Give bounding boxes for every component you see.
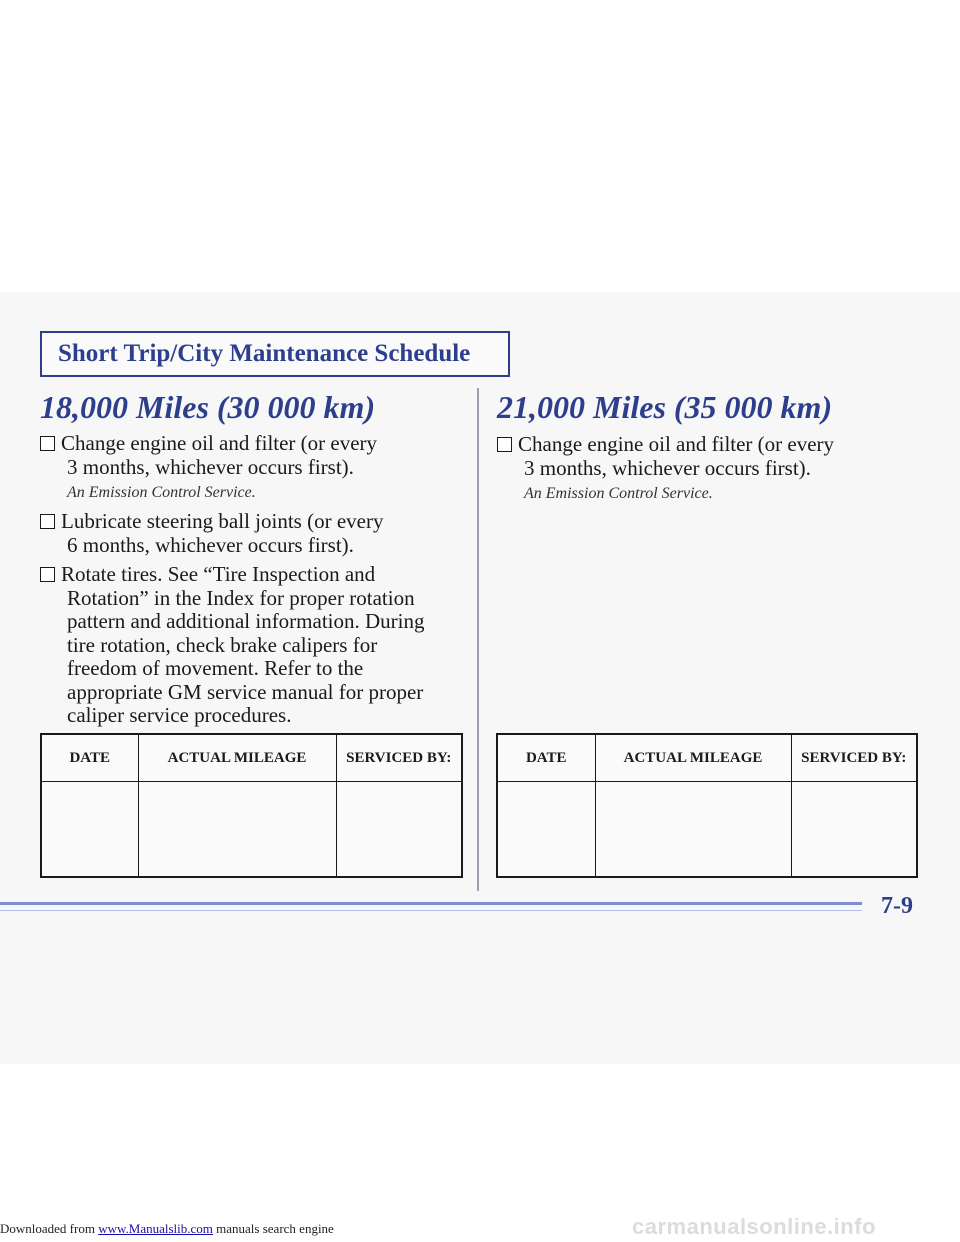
mileage-cell[interactable] <box>595 782 791 878</box>
download-prefix: Downloaded from <box>0 1221 95 1236</box>
item-line: Lubricate steering ball joints (or every <box>40 510 383 534</box>
serviced-by-cell[interactable] <box>791 782 917 878</box>
manualslib-link[interactable]: www.Manualslib.com <box>98 1221 213 1236</box>
download-suffix: manuals search engine <box>216 1221 334 1236</box>
watermark-text: carmanualsonline.info <box>632 1214 876 1239</box>
mileage-heading-21000: 21,000 Miles (35 000 km) <box>497 389 833 425</box>
column-header-serviced-by: SERVICED BY: <box>791 734 917 782</box>
item-line: Change engine oil and filter (or every <box>497 433 834 457</box>
item-line: tire rotation, check brake calipers for <box>67 632 378 657</box>
section-header <box>40 331 510 377</box>
mileage-heading-18000: 18,000 Miles (30 000 km) <box>40 389 376 425</box>
checkbox[interactable] <box>40 567 55 582</box>
item-line: 6 months, whichever occurs first). <box>67 532 354 557</box>
item-line: appropriate GM service manual for proper <box>67 679 424 704</box>
checkbox[interactable] <box>40 514 55 529</box>
date-cell[interactable] <box>497 782 595 878</box>
date-cell[interactable] <box>41 782 138 878</box>
service-item-oil-change <box>497 433 834 480</box>
checkbox[interactable] <box>497 437 512 452</box>
column-divider <box>477 388 479 891</box>
service-item-rotate-tires <box>40 563 425 728</box>
table-row <box>41 782 462 878</box>
emission-note: An Emission Control Service. <box>524 485 713 502</box>
checkbox[interactable] <box>40 436 55 451</box>
item-line: 3 months, whichever occurs first). <box>67 454 354 479</box>
item-line: pattern and additional information. During <box>67 609 425 633</box>
section-title: Short Trip/City Maintenance Schedule <box>58 340 471 367</box>
service-log-table-21000 <box>496 733 918 878</box>
footer-rule-thin <box>0 910 862 911</box>
mileage-cell[interactable] <box>138 782 336 878</box>
serviced-by-cell[interactable] <box>336 782 462 878</box>
footer-rule <box>0 902 862 905</box>
service-item-oil-change <box>40 432 377 479</box>
emission-note: An Emission Control Service. <box>67 484 256 501</box>
service-log-table-18000 <box>40 733 463 878</box>
item-line: freedom of movement. Refer to the <box>67 656 364 680</box>
column-header-serviced-by: SERVICED BY: <box>336 734 462 782</box>
service-item-lubricate <box>40 510 383 557</box>
item-line: caliper service procedures. <box>67 703 292 727</box>
column-header-actual-mileage: ACTUAL MILEAGE <box>138 734 336 782</box>
column-header-actual-mileage: ACTUAL MILEAGE <box>595 734 791 782</box>
item-line: Change engine oil and filter (or every <box>40 432 377 456</box>
download-footer <box>0 1221 334 1237</box>
item-line: 3 months, whichever occurs first). <box>524 455 811 480</box>
table-row <box>497 782 917 878</box>
item-line: Rotation” in the Index for proper rotation <box>67 585 415 610</box>
column-header-date: DATE <box>41 734 138 782</box>
column-header-date: DATE <box>497 734 595 782</box>
page-number: 7-9 <box>881 893 913 919</box>
item-line: Rotate tires. See “Tire Inspection and <box>40 563 425 587</box>
